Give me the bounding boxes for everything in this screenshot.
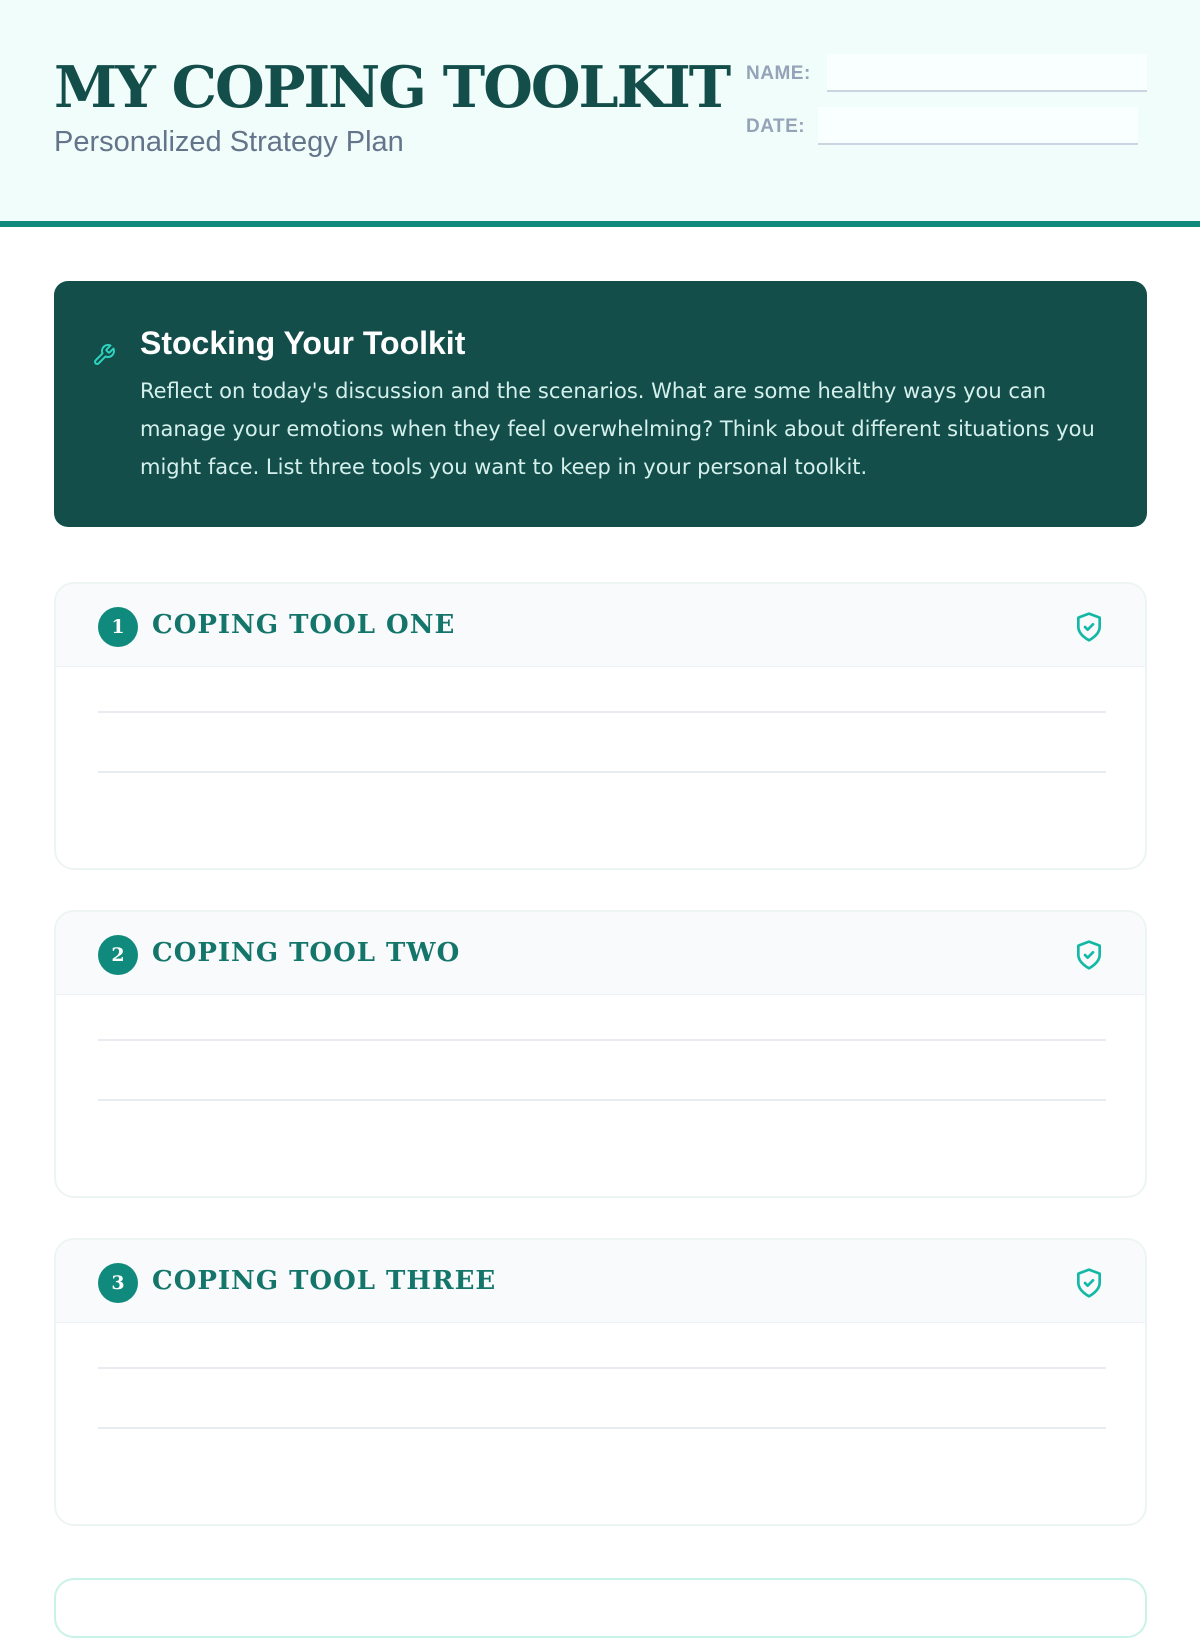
coping-tool-card-3: [54, 1238, 1147, 1526]
tool-title: COPING TOOL TWO: [152, 938, 461, 968]
coping-tool-card-2: [54, 910, 1147, 1198]
tool-title: COPING TOOL THREE: [152, 1266, 497, 1296]
tool-number-badge: 3: [98, 1263, 138, 1303]
date-label: DATE:: [746, 116, 806, 137]
tool-number-badge: 1: [98, 607, 138, 647]
date-field[interactable]: [818, 107, 1138, 145]
writing-line[interactable]: [98, 1099, 1106, 1101]
page-subtitle: Personalized Strategy Plan: [54, 126, 404, 158]
instructions-title: Stocking Your Toolkit: [140, 325, 466, 361]
instructions-text: Reflect on today's discussion and the scenarios. What are some healthy ways you can manage your emotions when they feel overwhelming? Think about different situations you might face. List three tools you want to keep in your personal toolkit.: [140, 379, 1095, 479]
coping-tool-header: [56, 584, 1145, 667]
writing-line[interactable]: [98, 771, 1106, 773]
coping-tool-header: [56, 912, 1145, 995]
shield-check-icon: [1073, 1267, 1105, 1299]
tool-title: COPING TOOL ONE: [152, 610, 456, 640]
writing-line[interactable]: [98, 1427, 1106, 1429]
shield-check-icon: [1073, 611, 1105, 643]
page-header: [0, 0, 1200, 227]
writing-line[interactable]: [98, 1367, 1106, 1369]
writing-line[interactable]: [98, 711, 1106, 713]
name-label: NAME:: [746, 63, 811, 84]
shield-check-icon: [1073, 939, 1105, 971]
page-title: MY COPING TOOLKIT: [54, 54, 730, 121]
next-section-card: [54, 1578, 1147, 1638]
wrench-icon: [92, 343, 116, 367]
writing-line[interactable]: [98, 1039, 1106, 1041]
name-field[interactable]: [827, 54, 1147, 92]
tool-number-badge: 2: [98, 935, 138, 975]
coping-tool-card-1: [54, 582, 1147, 870]
coping-tool-header: [56, 1240, 1145, 1323]
instructions-panel: [54, 281, 1147, 527]
